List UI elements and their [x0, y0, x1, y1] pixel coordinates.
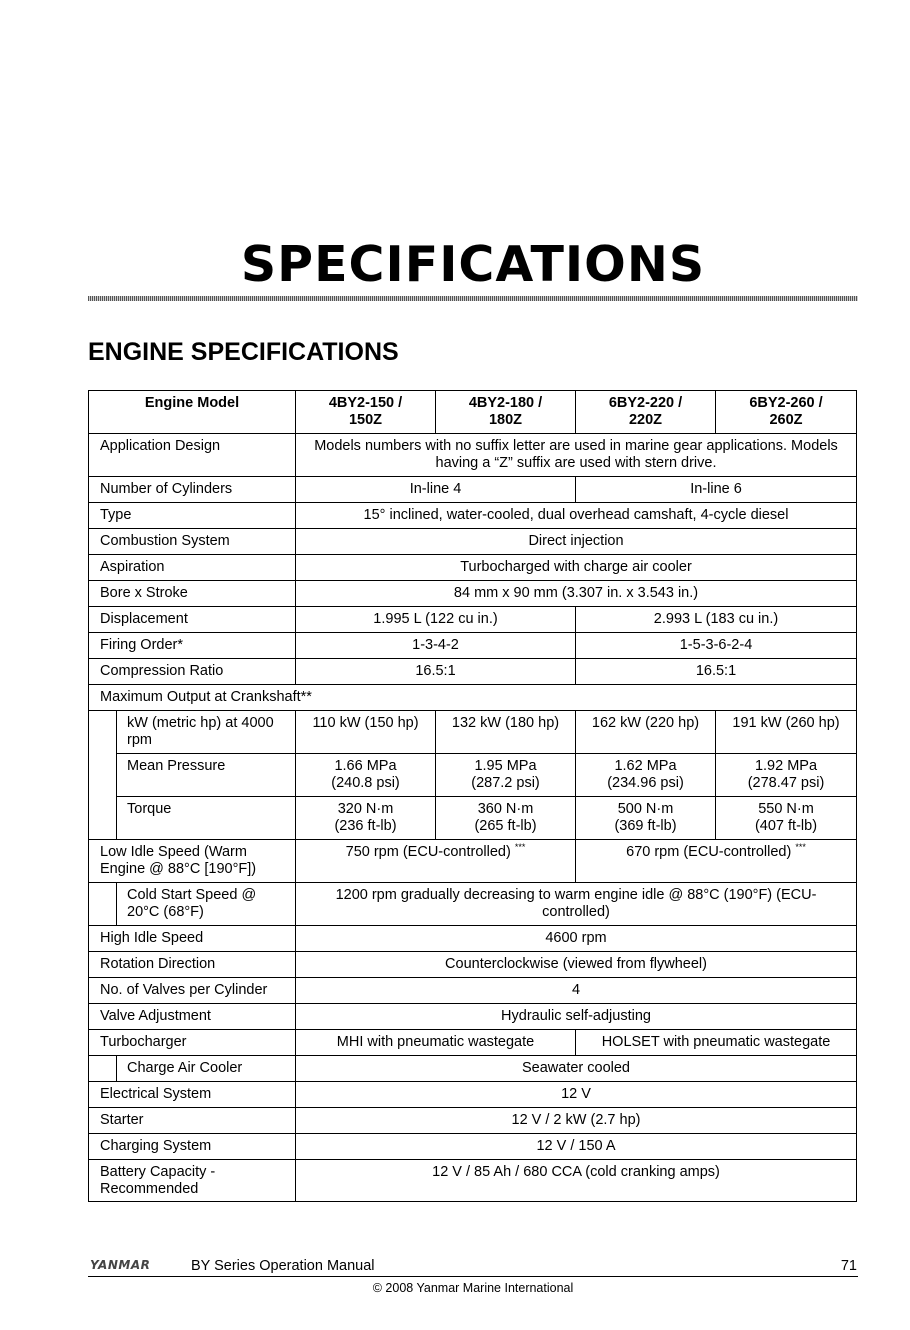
row-value: Hydraulic self-adjusting	[296, 1004, 857, 1030]
row-value: 750 rpm (ECU-controlled) ***	[296, 840, 576, 883]
header-model: 4BY2-150 / 150Z	[296, 391, 436, 434]
indent-cell	[89, 1056, 117, 1082]
footer-divider	[88, 1276, 858, 1277]
table-row	[89, 555, 857, 581]
row-label: Low Idle Speed (Warm Engine @ 88°C [190°F])	[89, 840, 296, 883]
row-value: 1.66 MPa (240.8 psi)	[296, 754, 436, 797]
table-row	[89, 840, 857, 883]
table-row	[89, 685, 857, 711]
table-row	[89, 926, 857, 952]
row-label: Cold Start Speed @ 20°C (68°F)	[117, 883, 296, 926]
row-value: Direct injection	[296, 529, 857, 555]
row-value: 1.62 MPa (234.96 psi)	[576, 754, 716, 797]
section-title: ENGINE SPECIFICATIONS	[88, 338, 399, 366]
row-value: MHI with pneumatic wastegate	[296, 1030, 576, 1056]
yanmar-logo: YANMAR	[90, 1258, 151, 1272]
table-row	[89, 1134, 857, 1160]
row-value: In-line 6	[576, 477, 857, 503]
page-number: 71	[840, 1258, 857, 1274]
indent-cell	[89, 711, 117, 840]
table-row	[89, 581, 857, 607]
table-row	[89, 883, 857, 926]
manual-title: BY Series Operation Manual	[191, 1258, 375, 1274]
table-row	[89, 978, 857, 1004]
header-engine-model: Engine Model	[89, 391, 296, 434]
table-header-row	[89, 391, 857, 434]
row-label: Battery Capacity - Recommended	[89, 1160, 296, 1202]
row-value: 550 N·m (407 ft-lb)	[716, 797, 857, 840]
row-label: Maximum Output at Crankshaft**	[89, 685, 857, 711]
row-label: Starter	[89, 1108, 296, 1134]
row-label: Rotation Direction	[89, 952, 296, 978]
row-value: HOLSET with pneumatic wastegate	[576, 1030, 857, 1056]
row-label: Number of Cylinders	[89, 477, 296, 503]
row-value: 110 kW (150 hp)	[296, 711, 436, 754]
row-value: 670 rpm (ECU-controlled) ***	[576, 840, 857, 883]
copyright-notice: © 2008 Yanmar Marine International	[372, 1281, 574, 1295]
header-model: 6BY2-260 / 260Z	[716, 391, 857, 434]
row-value: 1.92 MPa (278.47 psi)	[716, 754, 857, 797]
row-value: 132 kW (180 hp)	[436, 711, 576, 754]
row-value: 162 kW (220 hp)	[576, 711, 716, 754]
row-value: Turbocharged with charge air cooler	[296, 555, 857, 581]
row-label: Electrical System	[89, 1082, 296, 1108]
table-row	[89, 754, 857, 797]
table-row	[89, 711, 857, 754]
row-label: Turbocharger	[89, 1030, 296, 1056]
header-model: 4BY2-180 / 180Z	[436, 391, 576, 434]
row-value: 4600 rpm	[296, 926, 857, 952]
table-row	[89, 1082, 857, 1108]
row-value: 360 N·m (265 ft-lb)	[436, 797, 576, 840]
row-value: 84 mm x 90 mm (3.307 in. x 3.543 in.)	[296, 581, 857, 607]
table-row	[89, 434, 857, 477]
indent-cell	[89, 883, 117, 926]
row-label: Torque	[117, 797, 296, 840]
row-value: 191 kW (260 hp)	[716, 711, 857, 754]
row-value: 4	[296, 978, 857, 1004]
table-row	[89, 797, 857, 840]
row-value: 15° inclined, water-cooled, dual overhead camshaft, 4-cycle diesel	[296, 503, 857, 529]
row-label: Charging System	[89, 1134, 296, 1160]
row-label: Charge Air Cooler	[117, 1056, 296, 1082]
row-label: Firing Order*	[89, 633, 296, 659]
row-label: Compression Ratio	[89, 659, 296, 685]
row-label: Aspiration	[89, 555, 296, 581]
engine-specifications-table	[88, 390, 857, 1202]
row-value: 1.95 MPa (287.2 psi)	[436, 754, 576, 797]
row-value: 12 V / 2 kW (2.7 hp)	[296, 1108, 857, 1134]
row-value: Counterclockwise (viewed from flywheel)	[296, 952, 857, 978]
row-value: 16.5:1	[296, 659, 576, 685]
row-value: 12 V / 150 A	[296, 1134, 857, 1160]
table-row	[89, 1108, 857, 1134]
row-label: Valve Adjustment	[89, 1004, 296, 1030]
row-value: 500 N·m (369 ft-lb)	[576, 797, 716, 840]
row-value: 1-5-3-6-2-4	[576, 633, 857, 659]
row-label: No. of Valves per Cylinder	[89, 978, 296, 1004]
row-label: Type	[89, 503, 296, 529]
table-row	[89, 633, 857, 659]
row-value: 12 V	[296, 1082, 857, 1108]
table-row	[89, 477, 857, 503]
row-value: 16.5:1	[576, 659, 857, 685]
row-label: Combustion System	[89, 529, 296, 555]
table-row	[89, 503, 857, 529]
row-label: Displacement	[89, 607, 296, 633]
row-value: 320 N·m (236 ft-lb)	[296, 797, 436, 840]
row-label: Application Design	[89, 434, 296, 477]
page-title: SPECIFICATIONS	[240, 236, 706, 293]
row-value: 1.995 L (122 cu in.)	[296, 607, 576, 633]
row-value: Seawater cooled	[296, 1056, 857, 1082]
table-row	[89, 1004, 857, 1030]
header-model: 6BY2-220 / 220Z	[576, 391, 716, 434]
row-label: High Idle Speed	[89, 926, 296, 952]
table-row	[89, 1160, 857, 1202]
table-row	[89, 659, 857, 685]
row-value: 1-3-4-2	[296, 633, 576, 659]
row-value: Models numbers with no suffix letter are used in marine gear applications. Models having a “Z” suffix are used with stern drive.	[296, 434, 857, 477]
row-value: In-line 4	[296, 477, 576, 503]
table-row	[89, 607, 857, 633]
table-row	[89, 1030, 857, 1056]
table-row	[89, 529, 857, 555]
row-label: Bore x Stroke	[89, 581, 296, 607]
row-value: 12 V / 85 Ah / 680 CCA (cold cranking amps)	[296, 1160, 857, 1202]
table-row	[89, 1056, 857, 1082]
title-divider	[88, 296, 858, 301]
row-value: 2.993 L (183 cu in.)	[576, 607, 857, 633]
row-value: 1200 rpm gradually decreasing to warm engine idle @ 88°C (190°F) (ECU-controlled)	[296, 883, 857, 926]
table-row	[89, 952, 857, 978]
row-label: Mean Pressure	[117, 754, 296, 797]
row-label: kW (metric hp) at 4000 rpm	[117, 711, 296, 754]
